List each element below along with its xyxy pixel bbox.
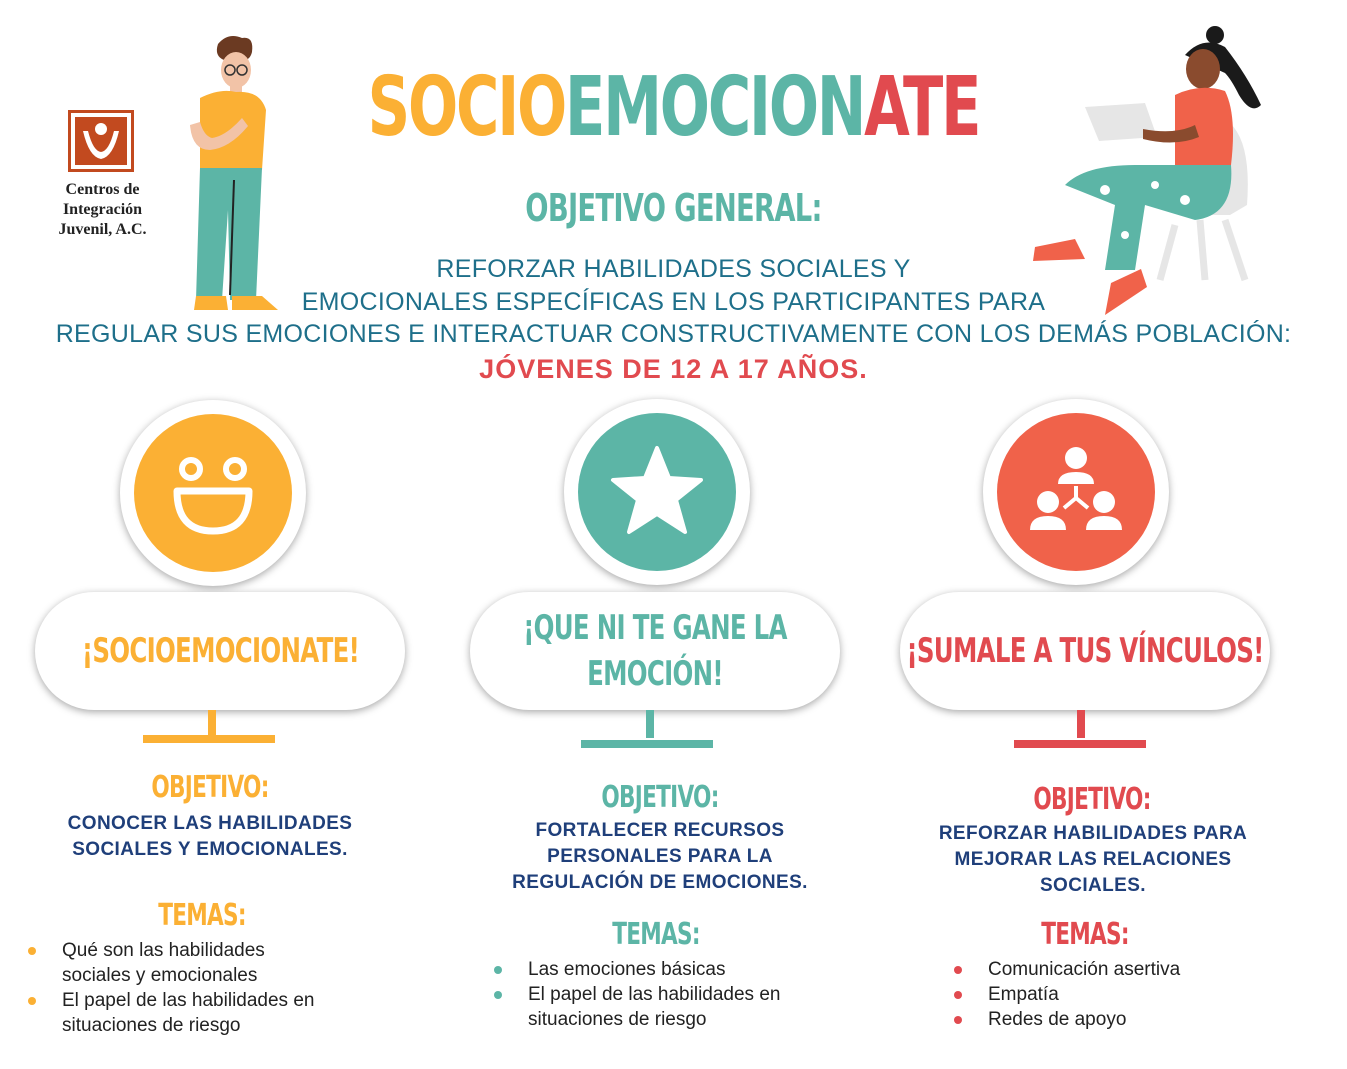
organization-name (40, 180, 165, 240)
column-3-connector-stem (1077, 710, 1085, 738)
column-2-connector-bar (581, 740, 713, 748)
column-3-temas-list (948, 957, 1288, 1032)
column-1-connector-bar (143, 735, 275, 743)
tema-line: Redes de apoyo (988, 1009, 1127, 1030)
tema-line: El papel de las habilidades en (528, 984, 781, 1005)
general-objective-line: REGULAR SUS EMOCIONES E INTERACTUAR CONSTRUCTIVAMENTE CON LOS DEMÁS POBLACIÓN: (55, 320, 1292, 348)
column-2-temas-label: TEMAS: (612, 917, 700, 952)
pill-title-line: ¡SUMALE A TUS VÍNCULOS! (906, 631, 1264, 671)
tema-line: Qué son las habilidades (62, 940, 265, 961)
list-item (948, 957, 1288, 982)
people-network-icon (1026, 442, 1126, 542)
tema-line: situaciones de riesgo (62, 1015, 241, 1036)
column-2-title-pill (470, 592, 840, 710)
title-part-socio: SOCIO (367, 60, 566, 155)
tema-line: Empatía (988, 984, 1059, 1005)
column-1-connector-stem (208, 710, 216, 738)
objective-line: REFORZAR HABILIDADES PARA (938, 823, 1248, 844)
list-item (22, 988, 382, 1038)
tema-line: situaciones de riesgo (528, 1009, 707, 1030)
objective-line: PERSONALES PARA LA (547, 846, 773, 867)
objective-line: MEJORAR LAS RELACIONES (954, 849, 1232, 870)
list-item (488, 982, 848, 1032)
org-name-line: Integración (62, 201, 143, 218)
pill-title-line: ¡SOCIOEMOCIONATE! (81, 631, 359, 671)
column-2-temas-list (488, 957, 848, 1032)
smiley-icon (163, 443, 263, 543)
column-2-icon-circle (564, 399, 750, 585)
title-part-emocion: EMOCION (565, 60, 865, 155)
column-3-icon-circle (983, 399, 1169, 585)
list-item (488, 957, 848, 982)
column-1-objective-label: OBJETIVO: (151, 770, 269, 805)
main-title (189, 58, 1159, 158)
column-2-objective-label: OBJETIVO: (601, 780, 719, 815)
general-objective-line: EMOCIONALES ESPECÍFICAS EN LOS PARTICIPANTES PARA (301, 288, 1046, 316)
tema-line: sociales y emocionales (62, 965, 258, 986)
objective-line: SOCIALES. (1039, 875, 1146, 896)
objective-line: FORTALECER RECURSOS (535, 820, 785, 841)
pill-title-line: ¡QUE NI TE GANE LA (523, 608, 787, 648)
column-1-title-pill (35, 592, 405, 710)
star-icon (607, 442, 707, 542)
column-3-connector-bar (1014, 740, 1146, 748)
org-name-line: Juvenil, A.C. (58, 221, 147, 238)
objective-line: CONOCER LAS HABILIDADES (67, 813, 353, 834)
column-3-objective-text (903, 821, 1283, 899)
column-1-temas-list (22, 938, 382, 1038)
column-1-objective-text (20, 811, 400, 863)
general-objective-heading: OBJETIVO GENERAL: (525, 186, 822, 230)
logo-emblem-icon (75, 117, 127, 165)
objective-line: REGULACIÓN DE EMOCIONES. (512, 872, 808, 893)
general-objective-line: REFORZAR HABILIDADES SOCIALES Y (436, 255, 911, 283)
title-part-ate: ATE (864, 60, 980, 155)
column-1-icon-circle (120, 400, 306, 586)
list-item (22, 938, 382, 988)
column-3-objective-label: OBJETIVO: (1033, 782, 1151, 817)
tema-line: El papel de las habilidades en (62, 990, 315, 1011)
target-population: JÓVENES DE 12 A 17 AÑOS. (479, 354, 868, 384)
column-2-connector-stem (646, 710, 654, 738)
list-item (948, 982, 1288, 1007)
list-item (948, 1007, 1288, 1032)
column-2-objective-text (470, 818, 850, 896)
objective-line: SOCIALES Y EMOCIONALES. (72, 839, 348, 860)
organization-logo (68, 110, 134, 172)
pill-title-line: EMOCIÓN! (587, 654, 723, 694)
column-3-title-pill (900, 592, 1270, 710)
tema-line: Comunicación asertiva (988, 959, 1181, 980)
column-1-temas-label: TEMAS: (158, 898, 246, 933)
org-name-line: Centros de (65, 181, 140, 198)
tema-line: Las emociones básicas (528, 959, 726, 980)
column-3-temas-label: TEMAS: (1041, 917, 1129, 952)
